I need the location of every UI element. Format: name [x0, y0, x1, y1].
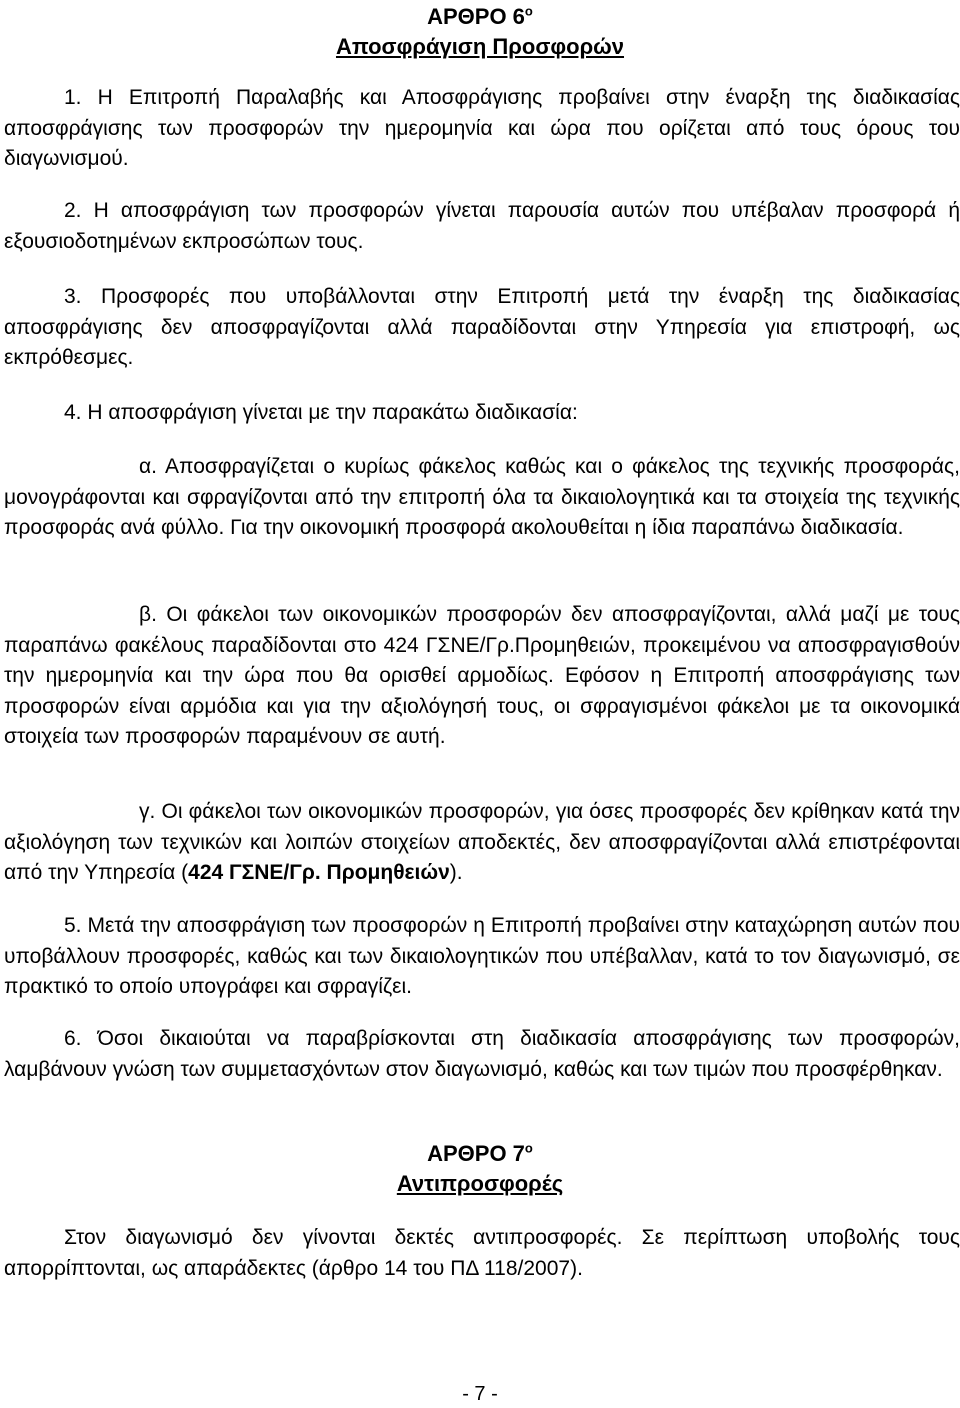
paragraph-c-bold: 424 ΓΣΝΕ/Γρ. Προμηθειών	[188, 861, 450, 884]
paragraph-c	[4, 797, 960, 889]
paragraph-2: 2. Η αποσφράγιση των προσφορών γίνεται παρουσία αυτών που υπέβαλαν προσφορά ή εξουσιοδοτημένων εκπροσώπων τους.	[4, 199, 960, 253]
article-7-subtitle: Αντιπροσφορές	[396, 1171, 564, 1196]
paragraph-4: 4. Η αποσφράγιση γίνεται με την παρακάτω διαδικασία:	[64, 401, 578, 424]
paragraph-a: α. Αποσφραγίζεται ο κυρίως φάκελος καθώς και ο φάκελος της τεχνικής προσφοράς, μονογράφονται και σφραγίζονται από την επιτροπή όλα τα δικαιολογητικά και τα στοιχεία της τεχνικής προσφοράς ανά φύλλο. Για την οικονομική προσφορά ακολουθείται η ίδια παραπάνω διαδικασία.	[4, 455, 960, 539]
paragraph-6: 6. Όσοι δικαιούται να παραβρίσκονται στη διαδικασία αποσφράγισης των προσφορών, λαμβάνουν γνώση των συμμετασχόντων στον διαγωνισμό, καθώς και των τιμών που προσφέρθηκαν.	[4, 1027, 960, 1081]
paragraph-b: β. Οι φάκελοι των οικονομικών προσφορών δεν αποσφραγίζονται, αλλά μαζί με τους παραπάνω φακέλους παραδίδονται στο 424 ΓΣΝΕ/Γρ.Προμηθειών, προκειμένου να αποσφραγισθούν την ημερομηνία και την ώρα που θα ορισθεί αρμοδίως. Εφόσον η Επιτροπή αποσφράγισης των προσφορών είναι αρμόδια και για την αξιολόγησή τους, οι σφραγισμένοι φάκελοι με τα οικονομικά στοιχεία των προσφορών παραμένουν σε αυτή.	[4, 603, 960, 748]
article-7-text: Στον διαγωνισμό δεν γίνονται δεκτές αντιπροσφορές. Σε περίπτωση υποβολής τους απορρίπτονται, ως απαράδεκτες (άρθρο 14 του ΠΔ 118/2007).	[4, 1226, 960, 1280]
paragraph-3: 3. Προσφορές που υποβάλλονται στην Επιτροπή μετά την έναρξη της διαδικασίας αποσφράγισης δεν αποσφραγίζονται αλλά παραδίδονται στην Υπηρεσία για επιστροφή, ως εκπρόθεσμες.	[4, 285, 960, 369]
paragraph-5: 5. Μετά την αποσφράγιση των προσφορών η Επιτροπή προβαίνει στην καταχώρηση αυτών που υποβάλλουν προσφορές, καθώς και των δικαιολογητικών που υπέβαλλαν, κατά το τον διαγωνισμό, σε πρακτικό το οποίο υπογράφει και σφραγίζει.	[4, 914, 960, 998]
paragraph-1: 1. Η Επιτροπή Παραλαβής και Αποσφράγισης προβαίνει στην έναρξη της διαδικασίας αποσφράγισης των προσφορών την ημερομηνία και ώρα που ορίζεται από τους όρους του διαγωνισμού.	[4, 86, 960, 170]
article-7-title: ΑΡΘΡΟ $7^o$	[427, 1140, 533, 1166]
article-6-subtitle: Αποσφράγιση Προσφορών	[335, 34, 625, 59]
page-number: - 7 -	[462, 1383, 498, 1405]
paragraph-c-text: γ. Οι φάκελοι των οικονομικών προσφορών, για όσες προσφορές δεν κρίθηκαν κατά την αξιολόγηση των τεχνικών και λοιπών στοιχείων αποδεκτές, δεν αποσφραγίζονται αλλά επιστρέφονται από την Υπηρεσία (	[4, 800, 960, 884]
article-7-heading	[0, 1139, 960, 1199]
paragraph-c-end: ).	[449, 861, 463, 884]
article-6-title: ΑΡΘΡΟ $6^o$	[427, 3, 533, 29]
article-6-heading	[0, 2, 960, 62]
